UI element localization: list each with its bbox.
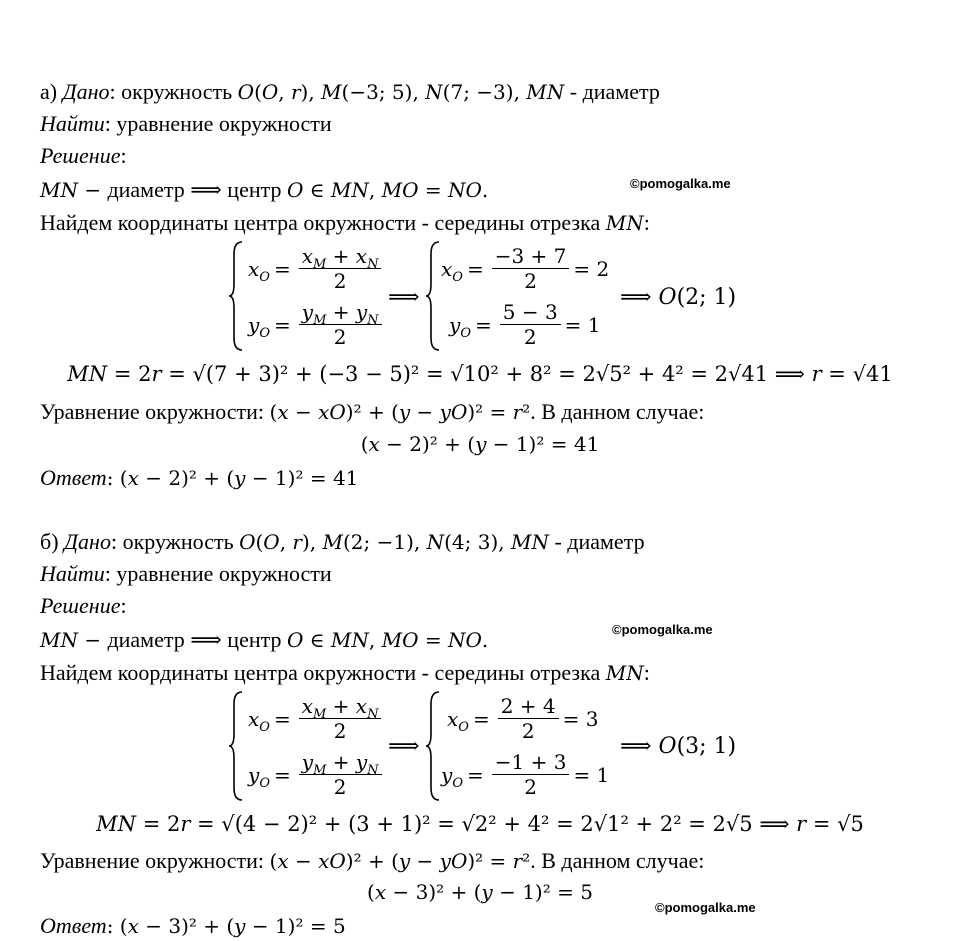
step2-line-b bbox=[40, 660, 650, 686]
calc-y-row: $y_O$ = $\frac{5 - 3}{2}$ = 1 bbox=[449, 300, 601, 349]
calc-x-num: −3 + 7 bbox=[492, 244, 570, 269]
find-text: : уравнение окружности bbox=[104, 111, 332, 136]
result-line-a: (𝑥 − 2)² + (𝑦 − 1)² = 41 bbox=[360, 432, 600, 456]
step1-math: 𝑀𝑁 − bbox=[40, 628, 108, 652]
midpoint-calc-system-b bbox=[425, 690, 625, 805]
step1-line-a bbox=[40, 177, 488, 203]
radius-line-b: 𝑀𝑁 = 2𝑟 = √(4 − 2)² + (3 + 1)² = √2² + 4² = 2√1² + 2² = 2√5 ⟹ 𝑟 = √5 bbox=[96, 812, 864, 836]
frac-den: 2 bbox=[333, 775, 347, 799]
step2-line-a bbox=[40, 210, 650, 236]
step1-math2: 𝑂 ∈ 𝑀𝑁, 𝑀𝑂 = 𝑁𝑂. bbox=[287, 178, 489, 202]
given-math: 𝑂(𝑂, 𝑟), 𝑀(−3; 5), 𝑁(7; −3), 𝑀𝑁 bbox=[237, 80, 565, 104]
left-brace-icon bbox=[228, 240, 244, 352]
given-text: : окружность bbox=[109, 79, 238, 104]
eq-math: (𝑥 − 𝑥𝑂)² + (𝑦 − 𝑦𝑂)² = 𝑟² bbox=[269, 849, 531, 873]
left-brace-icon bbox=[425, 690, 441, 802]
answer-math: : (𝑥 − 2)² + (𝑦 − 1)² = 41 bbox=[106, 466, 359, 490]
solution-label: Решение bbox=[40, 593, 121, 618]
midpoint-formula-system-b bbox=[228, 690, 398, 805]
given-math: 𝑂(𝑂, 𝑟), 𝑀(2; −1), 𝑁(4; 3), 𝑀𝑁 bbox=[239, 530, 549, 554]
step2-text: Найдем координаты центра окружности - середины отрезка bbox=[40, 210, 606, 235]
equation-line-b bbox=[40, 848, 704, 874]
frac-den: 2 bbox=[524, 269, 537, 293]
step1-math2: 𝑂 ∈ 𝑀𝑁, 𝑀𝑂 = 𝑁𝑂. bbox=[287, 628, 489, 652]
watermark: ©pomogalka.me bbox=[630, 176, 731, 191]
implies-icon: ⟹ bbox=[388, 285, 420, 310]
eq-suffix: . В данном случае: bbox=[530, 848, 705, 873]
implies-icon: ⟹ bbox=[388, 734, 420, 759]
formula-x-row: $x_O$ = $\frac{x_M + x_N}{2}$ bbox=[248, 244, 385, 293]
step1-text: диаметр ⟹ центр bbox=[107, 177, 287, 202]
find-line-a bbox=[40, 111, 332, 137]
calc-x-res: = 3 bbox=[562, 706, 599, 731]
answer-line-b bbox=[40, 913, 346, 939]
midpoint-formula-system-a bbox=[228, 240, 398, 355]
center-result: ⟹ 𝑂(3; 1) bbox=[620, 734, 737, 759]
center-result: ⟹ 𝑂(2; 1) bbox=[620, 285, 737, 310]
result-line-b: (𝑥 − 3)² + (𝑦 − 1)² = 5 bbox=[367, 880, 593, 904]
answer-line-a bbox=[40, 465, 358, 491]
answer-label: Ответ bbox=[40, 913, 107, 938]
solution-line-a bbox=[40, 143, 127, 169]
solution-label: Решение bbox=[40, 143, 121, 168]
radius-line-a: 𝑀𝑁 = 2𝑟 = √(7 + 3)² + (−3 − 5)² = √10² + 8² = 2√5² + 4² = 2√41 ⟹ 𝑟 = √41 bbox=[67, 362, 893, 386]
find-line-b bbox=[40, 561, 332, 587]
calc-y-res: = 1 bbox=[564, 312, 601, 337]
eq-math: (𝑥 − 𝑥𝑂)² + (𝑦 − 𝑦𝑂)² = 𝑟² bbox=[269, 400, 531, 424]
calc-y-num: −1 + 3 bbox=[492, 750, 570, 775]
formula-x-row: $x_O$ = $\frac{x_M + x_N}{2}$ bbox=[248, 694, 385, 743]
step2-math: 𝑀𝑁 bbox=[605, 211, 644, 235]
given-text: : окружность bbox=[110, 529, 240, 554]
step2-colon: : bbox=[643, 660, 650, 685]
watermark: ©pomogalka.me bbox=[655, 900, 756, 915]
step2-colon: : bbox=[643, 210, 650, 235]
solution-colon: : bbox=[120, 593, 127, 618]
equation-line-a bbox=[40, 399, 704, 425]
eq-text: Уравнение окружности: bbox=[40, 399, 270, 424]
solution-colon: : bbox=[120, 143, 127, 168]
calc-y-num: 5 − 3 bbox=[500, 300, 561, 325]
part-label: б) bbox=[40, 529, 59, 554]
given-line-b bbox=[40, 529, 645, 555]
formula-y-row: $y_O$ = $\frac{y_M + y_N}{2}$ bbox=[248, 750, 386, 799]
eq-text: Уравнение окружности: bbox=[40, 848, 270, 873]
given-suffix: - диаметр bbox=[564, 79, 660, 104]
midpoint-calc-system-a bbox=[425, 240, 625, 355]
frac-den: 2 bbox=[333, 325, 347, 349]
given-label: Дано bbox=[62, 79, 110, 104]
step1-text: диаметр ⟹ центр bbox=[107, 627, 287, 652]
calc-y-row: $y_O$ = $\frac{-1 + 3}{2}$ = 1 bbox=[441, 750, 610, 799]
given-label: Дано bbox=[64, 529, 111, 554]
given-suffix: - диаметр bbox=[548, 529, 645, 554]
step2-math: 𝑀𝑁 bbox=[605, 661, 644, 685]
frac-den: 2 bbox=[333, 719, 347, 743]
solution-line-b bbox=[40, 593, 127, 619]
watermark: ©pomogalka.me bbox=[612, 622, 713, 637]
calc-y-res: = 1 bbox=[573, 762, 610, 787]
frac-den: 2 bbox=[333, 269, 347, 293]
frac-den: 2 bbox=[521, 719, 535, 743]
calc-x-res: = 2 bbox=[573, 256, 610, 281]
frac-den: 2 bbox=[524, 775, 537, 799]
find-label: Найти bbox=[40, 111, 105, 136]
left-brace-icon bbox=[228, 690, 244, 802]
part-label: а) bbox=[40, 79, 58, 104]
calc-x-row: $x_O$ = $\frac{-3 + 7}{2}$ = 2 bbox=[441, 244, 610, 293]
answer-math: : (𝑥 − 3)² + (𝑦 − 1)² = 5 bbox=[106, 914, 346, 938]
step1-math: 𝑀𝑁 − bbox=[40, 178, 108, 202]
eq-suffix: . В данном случае: bbox=[530, 399, 705, 424]
find-label: Найти bbox=[40, 561, 105, 586]
frac-den: 2 bbox=[523, 325, 537, 349]
formula-y-row: $y_O$ = $\frac{y_M + y_N}{2}$ bbox=[248, 300, 386, 349]
given-line-a bbox=[40, 79, 660, 105]
step2-text: Найдем координаты центра окружности - середины отрезка bbox=[40, 660, 606, 685]
find-text: : уравнение окружности bbox=[104, 561, 332, 586]
calc-x-row: $x_O$ = $\frac{2 + 4}{2}$ = 3 bbox=[447, 694, 599, 743]
calc-x-num: 2 + 4 bbox=[498, 694, 559, 719]
left-brace-icon bbox=[425, 240, 441, 352]
step1-line-b bbox=[40, 627, 488, 653]
answer-label: Ответ bbox=[40, 465, 107, 490]
